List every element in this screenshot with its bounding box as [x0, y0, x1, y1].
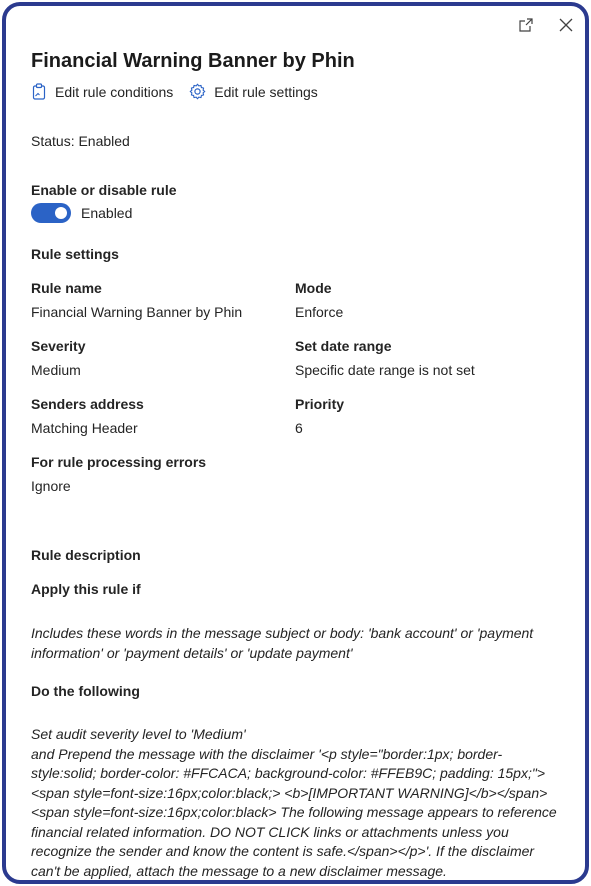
field-label: Rule name	[31, 280, 102, 296]
popout-icon[interactable]	[517, 16, 535, 34]
page-title: Financial Warning Banner by Phin	[31, 50, 355, 72]
edit-rule-settings-button[interactable]	[189, 83, 318, 100]
clipboard-icon	[31, 83, 47, 100]
rule-details-panel	[2, 2, 589, 884]
panel-controls	[517, 16, 575, 34]
edit-rule-conditions-label: Edit rule conditions	[55, 83, 174, 100]
status-text: Status: Enabled	[31, 133, 130, 149]
field-value: Financial Warning Banner by Phin	[31, 304, 243, 320]
field-mode	[295, 280, 343, 320]
edit-rule-settings-label: Edit rule settings	[214, 83, 318, 100]
field-value: Specific date range is not set	[295, 362, 475, 378]
toggle-knob	[55, 207, 67, 219]
rule-settings-heading: Rule settings	[31, 246, 119, 262]
rule-actions-text: Set audit severity level to 'Medium' and Prepend the message with the disclaimer '<p style="border:1px; border-style:solid; border-color: #FFCACA; background-color: #FFEB9C; padding: 15px;"> <span style=font-size:16px;color:black;> <b>[IMPORTANT WARNING]</b></span> <span style=font-size:16px;color:black> The following message appears to reference financial related information. DO NOT CLICK links or attachments unless you recognize the sender and know the content is safe.</span></p>'. If the disclaimer can't be applied, attach the message to a new disclaimer message.	[31, 726, 557, 879]
edit-rule-conditions-button[interactable]	[31, 83, 173, 100]
toggle-state-label: Enabled	[81, 205, 133, 221]
field-senders-address	[31, 396, 144, 436]
enable-toggle-row	[31, 203, 132, 223]
field-label: Mode	[295, 280, 332, 296]
close-icon[interactable]	[557, 16, 575, 34]
do-following-heading: Do the following	[31, 683, 140, 699]
field-label: Severity	[31, 338, 86, 354]
field-value: Matching Header	[31, 420, 138, 436]
field-label: Priority	[295, 396, 345, 412]
rule-description-heading: Rule description	[31, 547, 141, 563]
gear-icon	[189, 83, 206, 100]
rule-conditions-text: Includes these words in the message subject or body: 'bank account' or 'payment information' or 'payment details' or 'update payment'	[31, 625, 534, 661]
field-priority	[295, 396, 344, 436]
field-label: Senders address	[31, 396, 144, 412]
field-severity	[31, 338, 85, 378]
field-processing-errors	[31, 454, 206, 494]
field-value: 6	[295, 420, 303, 436]
field-label: For rule processing errors	[31, 454, 207, 470]
enable-rule-toggle[interactable]	[31, 203, 71, 223]
field-value: Enforce	[295, 304, 344, 320]
field-value: Ignore	[31, 478, 71, 494]
field-date-range	[295, 338, 475, 378]
enable-rule-heading: Enable or disable rule	[31, 182, 177, 198]
field-value: Medium	[31, 362, 81, 378]
field-label: Set date range	[295, 338, 392, 354]
apply-rule-heading: Apply this rule if	[31, 581, 141, 597]
action-bar	[31, 83, 318, 100]
field-rule-name	[31, 280, 242, 320]
